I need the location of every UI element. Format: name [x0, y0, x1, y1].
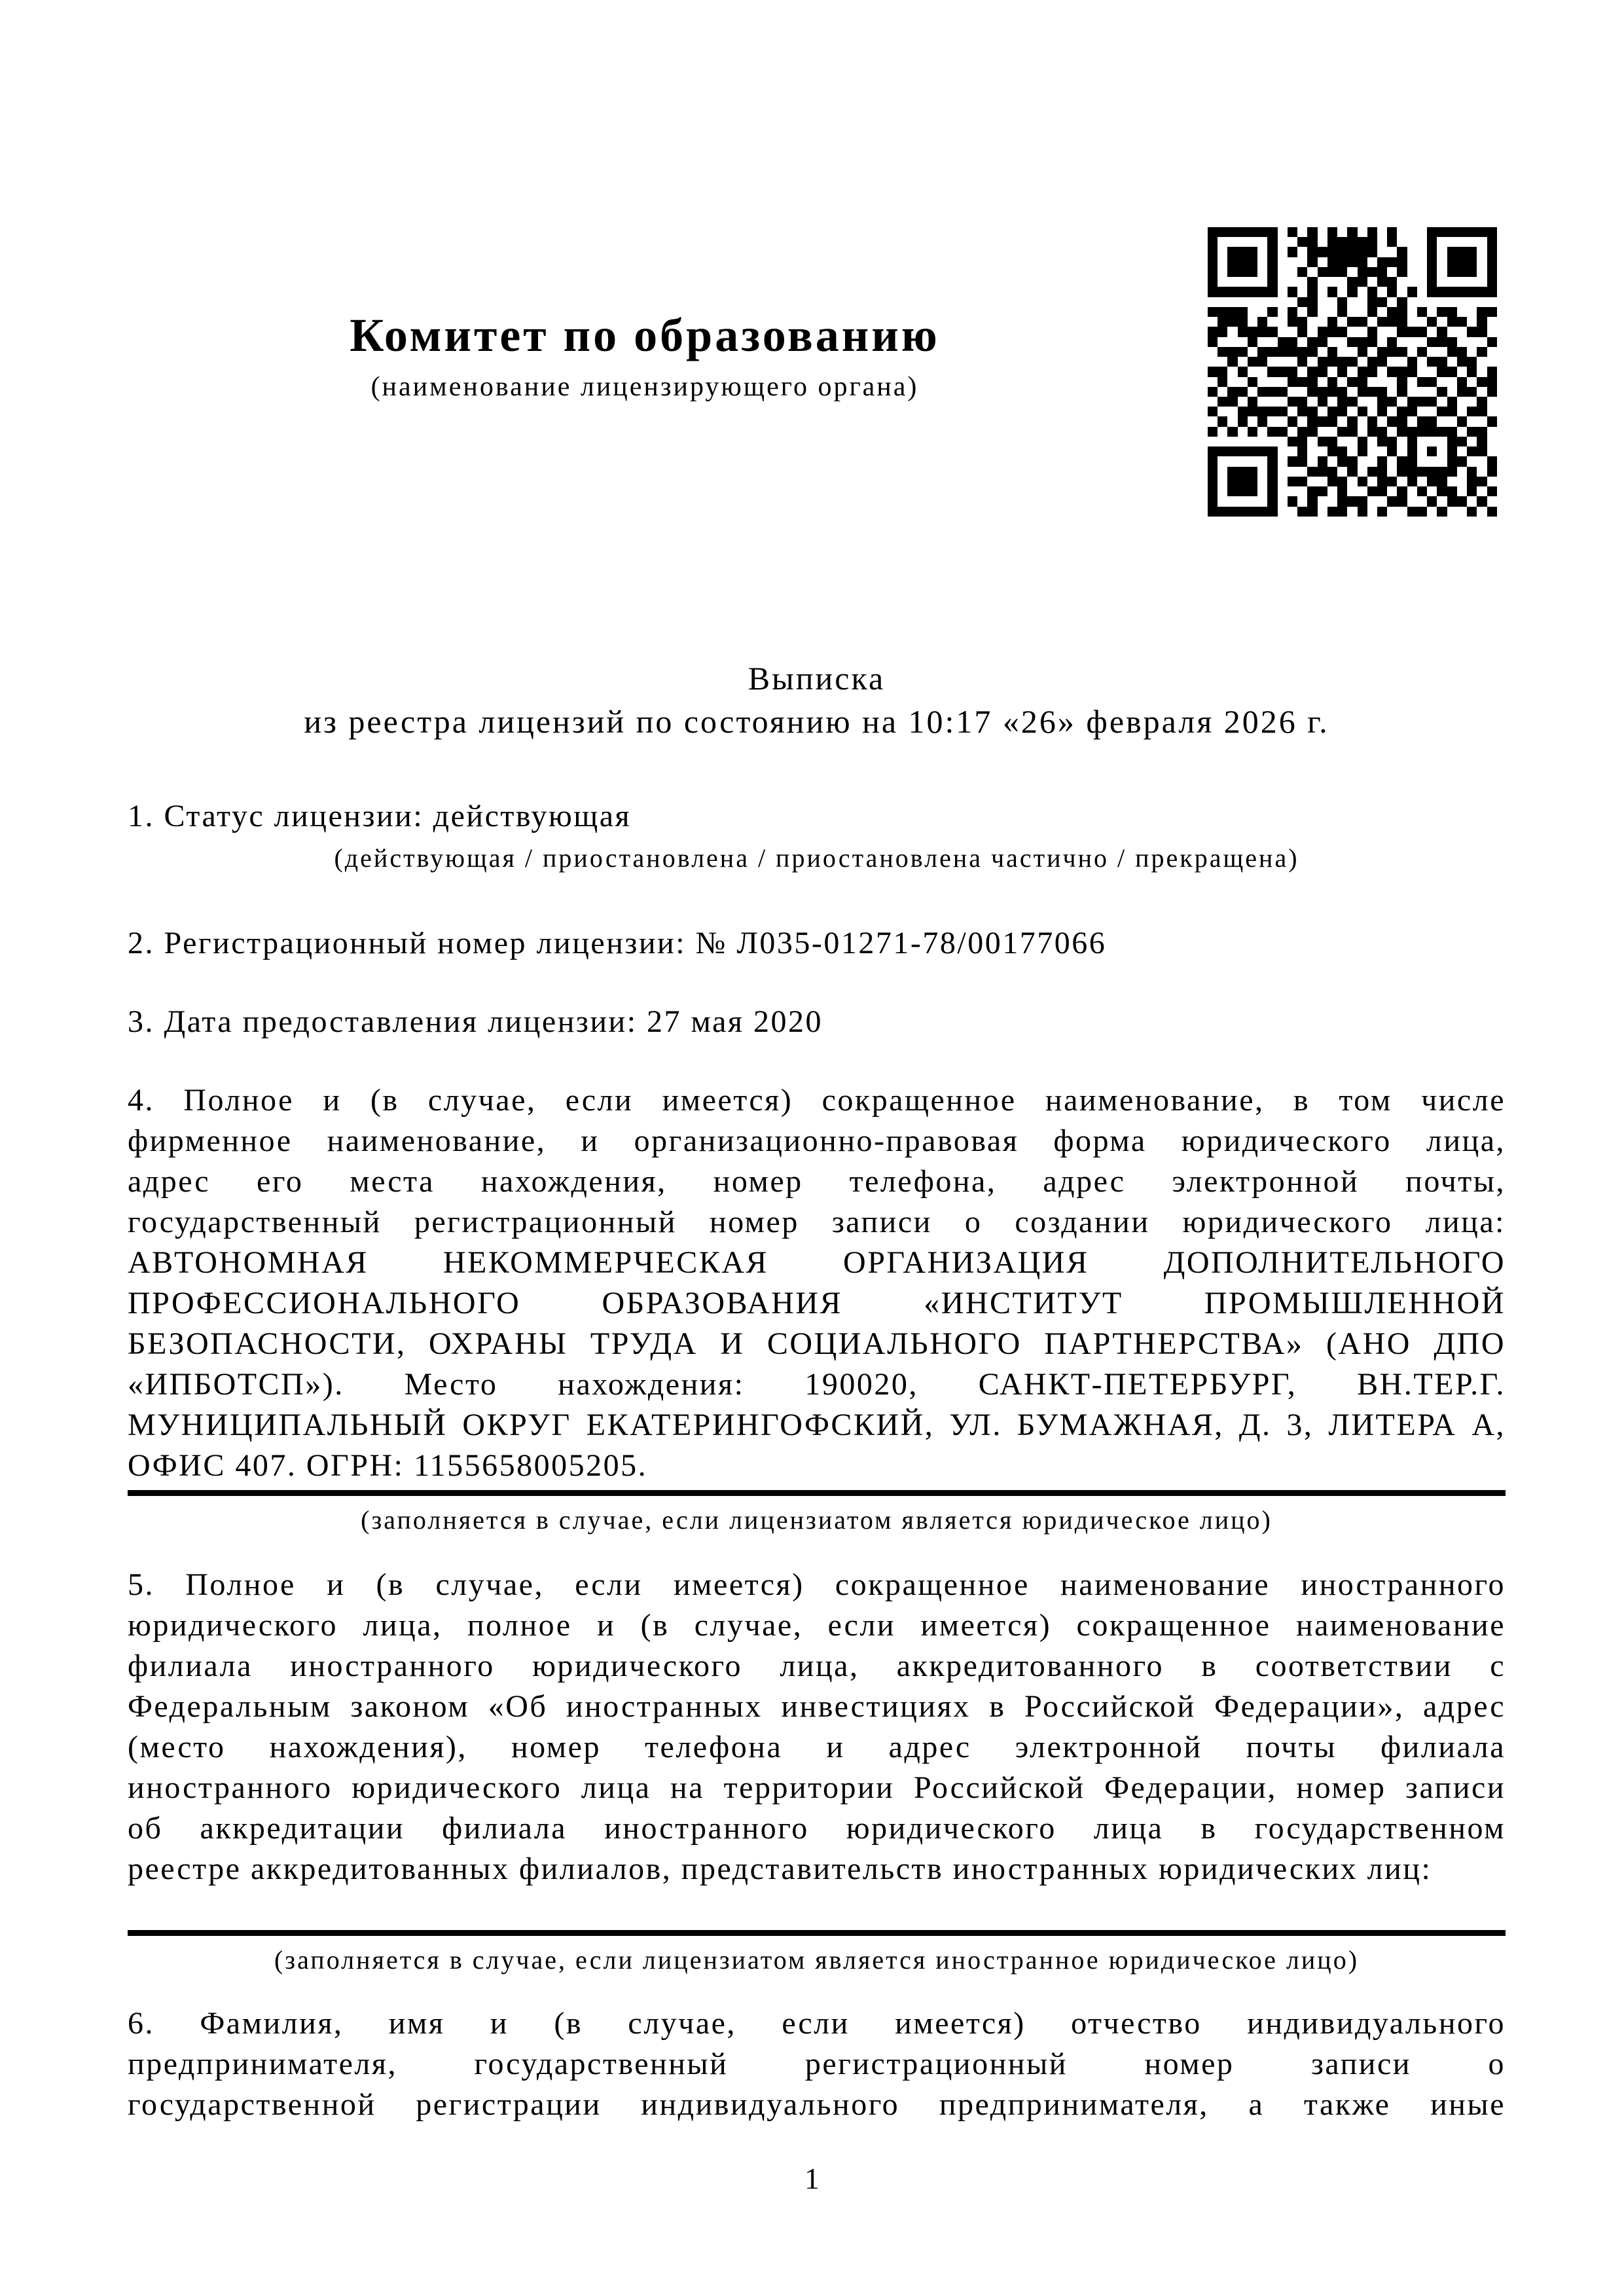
text-line: юридического лица, полное и (в случае, если имеется) сокращенное наименование	[128, 1608, 1506, 1643]
text-line: МУНИЦИПАЛЬНЫЙ ОКРУГ ЕКАТЕРИНГОФСКИЙ, УЛ. БУМАЖНАЯ, Д. 3, ЛИТЕРА А,	[128, 1408, 1506, 1442]
rule-caption-legal-entity: (заполняется в случае, если лицензиатом является юридическое лицо)	[361, 1505, 1272, 1535]
document-title: Выписка	[748, 660, 886, 697]
item-2-registration-number: 2. Регистрационный номер лицензии: № Л035-01271-78/00177066	[128, 926, 1107, 960]
text-line: государственной регистрации индивидуального предпринимателя, а также иные	[128, 2087, 1506, 2122]
separator-line-legal-entity	[128, 1490, 1506, 1496]
text-line: предпринимателя, государственный регистрационный номер записи о	[128, 2047, 1506, 2081]
text-line: 5. Полное и (в случае, если имеется) сокращенное наименование иностранного	[128, 1567, 1506, 1602]
item-4-legal-entity-details	[128, 1080, 1506, 1486]
text-line: (место нахождения), номер телефона и адрес электронной почты филиала	[128, 1730, 1506, 1764]
item-6-entrepreneur-details	[128, 2003, 1506, 2125]
text-line: Федеральным законом «Об иностранных инвестициях в Российской Федерации», адрес	[128, 1689, 1506, 1724]
text-line: филиала иностранного юридического лица, аккредитованного в соответствии с	[128, 1649, 1506, 1683]
qr-code	[1208, 227, 1497, 517]
page-number: 1	[804, 2162, 820, 2195]
document-subtitle: из реестра лицензий по состоянию на 10:17 «26» февраля 2026 г.	[304, 703, 1329, 740]
item-1-license-status: 1. Статус лицензии: действующая	[128, 799, 632, 833]
rule-caption-foreign-entity: (заполняется в случае, если лицензиатом является иностранное юридическое лицо)	[274, 1945, 1360, 1975]
licensing-authority-caption: (наименование лицензирующего органа)	[370, 372, 919, 402]
licensing-authority-name: Комитет по образованию	[350, 309, 940, 361]
item-3-license-date: 3. Дата предоставления лицензии: 27 мая 2020	[128, 1004, 823, 1039]
text-line: ОФИС 407. ОГРН: 1155658005205.	[128, 1448, 648, 1483]
separator-line-foreign-entity	[128, 1930, 1506, 1936]
text-line: «ИПБОТСП»). Место нахождения: 190020, САНКТ-ПЕТЕРБУРГ, ВН.ТЕР.Г.	[128, 1367, 1506, 1402]
text-line: 6. Фамилия, имя и (в случае, если имеется) отчество индивидуального	[128, 2006, 1506, 2041]
text-line: БЕЗОПАСНОСТИ, ОХРАНЫ ТРУДА И СОЦИАЛЬНОГО ПАРТНЕРСТВА» (АНО ДПО	[128, 1326, 1506, 1361]
text-line: об аккредитации филиала иностранного юридического лица в государственном	[128, 1811, 1506, 1846]
text-line: АВТОНОМНАЯ НЕКОММЕРЧЕСКАЯ ОРГАНИЗАЦИЯ ДОПОЛНИТЕЛЬНОГО	[128, 1245, 1506, 1280]
item-5-foreign-entity-details	[128, 1565, 1506, 1889]
text-line: адрес его места нахождения, номер телефона, адрес электронной почты,	[128, 1164, 1506, 1199]
text-line: фирменное наименование, и организационно-правовая форма юридического лица,	[128, 1123, 1506, 1158]
text-line: иностранного юридического лица на территории Российской Федерации, номер записи	[128, 1770, 1506, 1805]
status-options-caption: (действующая / приостановлена / приостановлена частично / прекращена)	[334, 843, 1299, 873]
text-line: 4. Полное и (в случае, если имеется) сокращенное наименование, в том числе	[128, 1083, 1506, 1118]
text-line: реестре аккредитованных филиалов, представительств иностранных юридических лиц:	[128, 1851, 1432, 1886]
text-line: государственный регистрационный номер записи о создании юридического лица:	[128, 1205, 1506, 1239]
text-line: ПРОФЕССИОНАЛЬНОГО ОБРАЗОВАНИЯ «ИНСТИТУТ ПРОМЫШЛЕННОЙ	[128, 1286, 1506, 1321]
